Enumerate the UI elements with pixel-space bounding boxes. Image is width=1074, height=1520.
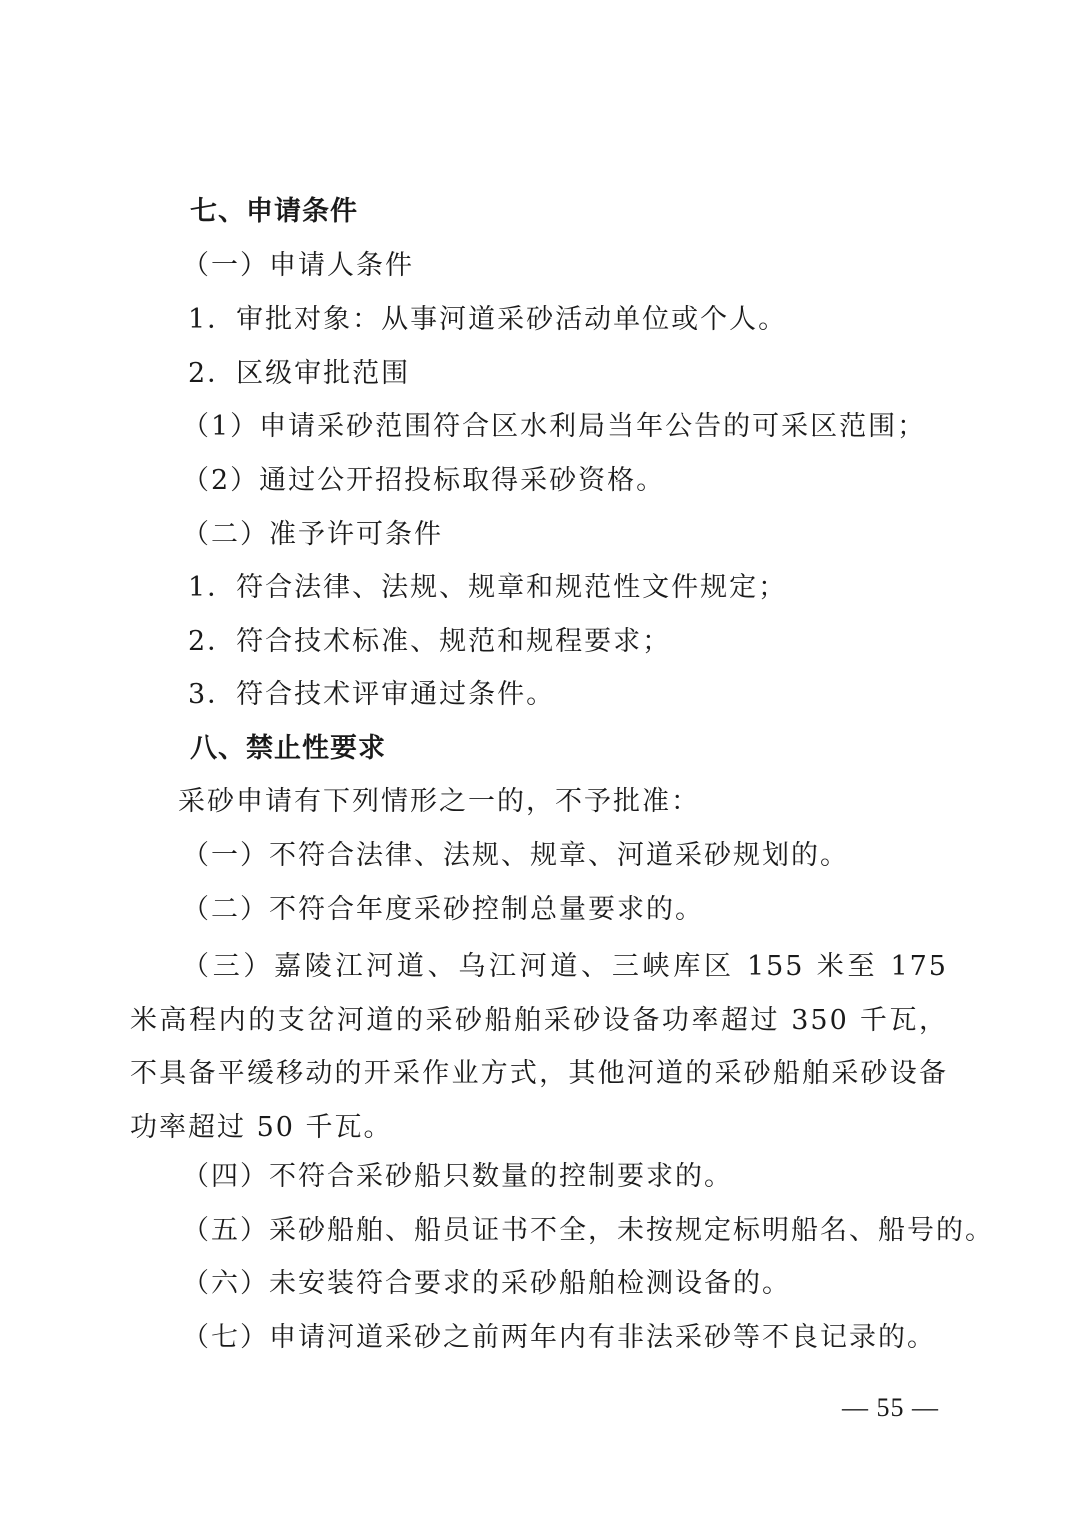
list-item-condition-1: 1．符合法律、法规、规章和规范性文件规定； bbox=[188, 572, 788, 603]
section-heading-prohibitions: 八、禁止性要求 bbox=[190, 733, 386, 764]
subheading-permit-conditions: （二）准予许可条件 bbox=[182, 519, 443, 550]
list-item-condition-2: 2．符合技术标准、规范和规程要求； bbox=[188, 626, 672, 657]
list-item-condition-3: 3．符合技术评审通过条件。 bbox=[188, 679, 556, 710]
prohibition-item-5: （五）采砂船舶、船员证书不全，未按规定标明船名、船号的。 bbox=[182, 1215, 994, 1246]
prohibition-item-6: （六）未安装符合要求的采砂船舶检测设备的。 bbox=[182, 1268, 791, 1299]
prohibition-item-2: （二）不符合年度采砂控制总量要求的。 bbox=[182, 894, 704, 925]
prohibition-item-4: （四）不符合采砂船只数量的控制要求的。 bbox=[182, 1161, 733, 1192]
prohibition-item-1: （一）不符合法律、法规、规章、河道采砂规划的。 bbox=[182, 840, 849, 871]
prohibitions-intro: 采砂申请有下列情形之一的，不予批准： bbox=[178, 786, 700, 817]
list-item-approval-target: 1．审批对象：从事河道采砂活动单位或个人。 bbox=[188, 304, 788, 335]
section-heading-application-conditions: 七、申请条件 bbox=[190, 196, 358, 227]
list-item-district-scope: 2．区级审批范围 bbox=[188, 358, 411, 389]
list-item-scope-1: （1）申请采砂范围符合区水利局当年公告的可采区范围； bbox=[182, 411, 927, 442]
subheading-applicant-conditions: （一）申请人条件 bbox=[182, 250, 414, 281]
page-number: — 55 — bbox=[842, 1393, 939, 1422]
list-item-scope-2: （2）通过公开招投标取得采砂资格。 bbox=[182, 465, 666, 496]
prohibition-item-7: （七）申请河道采砂之前两年内有非法采砂等不良记录的。 bbox=[182, 1322, 936, 1353]
prohibition-item-3: （三）嘉陵江河道、乌江河道、三峡库区 155 米至 175 米高程内的支岔河道的采砂船舶采砂设备功率超过 350 千瓦，不具备平缓移动的开采作业方式，其他河道的采砂船舶采砂设备功率超过 50 千瓦。 bbox=[130, 951, 948, 1143]
